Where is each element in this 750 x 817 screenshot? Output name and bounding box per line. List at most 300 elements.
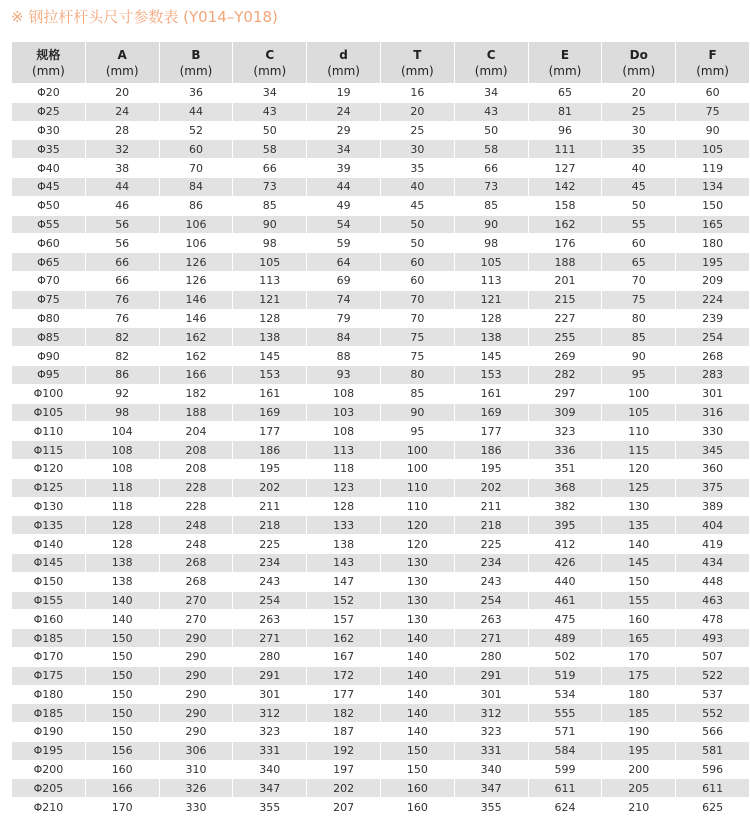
value-cell: 448 — [702, 575, 724, 589]
value-cell: 150 — [628, 575, 650, 589]
value-cell: 165 — [676, 216, 749, 234]
value-cell: 138 — [86, 554, 159, 572]
table-row — [12, 272, 749, 290]
value-cell: 98 — [86, 404, 159, 422]
value-cell: 197 — [333, 763, 355, 777]
value-cell: 404 — [676, 516, 749, 534]
value-cell: 133 — [307, 516, 380, 534]
value-cell: 162 — [185, 349, 207, 363]
table-title: ※ 钢拉杆杆头尺寸参数表 (Y014–Y018) — [11, 8, 278, 26]
spec-cell: Φ95 — [12, 366, 85, 384]
value-cell: 70 — [410, 311, 425, 325]
column-name: d — [339, 47, 348, 62]
value-cell: 225 — [480, 537, 502, 551]
value-cell: 177 — [480, 424, 502, 438]
value-cell: 268 — [160, 554, 233, 572]
value-cell: 522 — [676, 667, 749, 685]
value-cell: 126 — [160, 253, 233, 271]
value-cell: 202 — [455, 479, 528, 497]
value-cell: 145 — [602, 554, 675, 572]
value-cell: 76 — [115, 311, 130, 325]
value-cell: 64 — [307, 253, 380, 271]
value-cell: 160 — [111, 763, 133, 777]
table-row — [12, 140, 749, 158]
value-cell: 50 — [262, 123, 277, 137]
column-unit: (mm) — [327, 63, 360, 78]
column-name: E — [560, 47, 570, 62]
value-cell: 106 — [160, 216, 233, 234]
column-unit: (mm) — [179, 63, 213, 78]
value-cell: 134 — [676, 178, 749, 196]
value-cell: 316 — [676, 404, 749, 422]
value-cell: 130 — [406, 575, 428, 589]
value-cell: 351 — [554, 462, 576, 476]
value-cell: 190 — [628, 725, 650, 739]
table-row — [12, 573, 749, 591]
value-cell: 248 — [185, 537, 207, 551]
value-cell: 43 — [233, 103, 306, 121]
value-cell: 44 — [86, 178, 159, 196]
value-cell: 180 — [702, 236, 724, 250]
value-cell: 70 — [188, 161, 203, 175]
column-unit: (mm) — [32, 63, 65, 78]
spec-cell: Φ105 — [12, 404, 85, 422]
value-cell: 290 — [160, 704, 233, 722]
value-cell: 98 — [262, 236, 277, 250]
value-cell: 45 — [602, 178, 675, 196]
value-cell: 254 — [455, 592, 528, 610]
value-cell: 93 — [307, 366, 380, 384]
value-cell: 34 — [262, 86, 277, 100]
value-cell: 461 — [529, 592, 602, 610]
value-cell: 147 — [333, 575, 355, 589]
value-cell: 84 — [160, 178, 233, 196]
value-cell: 35 — [602, 140, 675, 158]
spec-cell: Φ20 — [37, 86, 60, 100]
value-cell: 82 — [115, 349, 130, 363]
value-cell: 323 — [259, 725, 281, 739]
value-cell: 69 — [336, 274, 351, 288]
value-cell: 60 — [705, 86, 720, 100]
value-cell: 153 — [233, 366, 306, 384]
value-cell: 59 — [336, 236, 351, 250]
spec-cell: Φ185 — [12, 704, 85, 722]
value-cell: 152 — [307, 592, 380, 610]
value-cell: 146 — [185, 311, 207, 325]
table-row — [12, 366, 749, 384]
spec-cell: Φ140 — [33, 537, 64, 551]
value-cell: 234 — [233, 554, 306, 572]
value-cell: 43 — [455, 103, 528, 121]
value-cell: 118 — [333, 462, 355, 476]
value-cell: 113 — [259, 274, 281, 288]
value-cell: 103 — [307, 404, 380, 422]
table-row — [12, 253, 749, 271]
value-cell: 463 — [676, 592, 749, 610]
value-cell: 130 — [381, 554, 454, 572]
value-cell: 108 — [333, 424, 355, 438]
spec-cell: Φ60 — [37, 236, 60, 250]
value-cell: 291 — [455, 667, 528, 685]
value-cell: 95 — [410, 424, 425, 438]
spec-cell: Φ190 — [33, 725, 64, 739]
value-cell: 360 — [702, 462, 724, 476]
value-cell: 50 — [381, 216, 454, 234]
value-cell: 177 — [259, 424, 281, 438]
value-cell: 150 — [702, 199, 724, 213]
value-cell: 263 — [259, 612, 281, 626]
column-unit: (mm) — [253, 63, 287, 78]
column-header — [529, 42, 602, 83]
table-row — [12, 84, 749, 102]
value-cell: 270 — [160, 592, 233, 610]
value-cell: 207 — [333, 800, 355, 814]
value-cell: 243 — [259, 575, 281, 589]
value-cell: 75 — [410, 349, 425, 363]
value-cell: 301 — [702, 387, 724, 401]
value-cell: 65 — [557, 86, 572, 100]
column-name: T — [413, 47, 422, 62]
value-cell: 426 — [529, 554, 602, 572]
value-cell: 581 — [676, 742, 749, 760]
value-cell: 121 — [233, 291, 306, 309]
value-cell: 36 — [188, 86, 203, 100]
value-cell: 110 — [406, 499, 428, 513]
spec-cell: Φ40 — [37, 161, 60, 175]
value-cell: 218 — [233, 516, 306, 534]
table-row — [12, 498, 749, 516]
column-name: Do — [629, 47, 648, 62]
value-cell: 290 — [160, 667, 233, 685]
value-cell: 96 — [557, 123, 572, 137]
column-name: 规格 — [36, 47, 61, 62]
value-cell: 160 — [381, 779, 454, 797]
table-row — [12, 592, 749, 610]
value-cell: 140 — [381, 704, 454, 722]
value-cell: 611 — [676, 779, 749, 797]
value-cell: 140 — [381, 629, 454, 647]
column-header — [160, 42, 233, 83]
table-row — [12, 159, 749, 177]
value-cell: 150 — [86, 667, 159, 685]
value-cell: 290 — [160, 629, 233, 647]
value-cell: 50 — [631, 199, 646, 213]
spec-cell: Φ25 — [12, 103, 85, 121]
value-cell: 56 — [86, 216, 159, 234]
column-unit: (mm) — [105, 63, 139, 78]
header-row — [12, 42, 749, 83]
value-cell: 263 — [480, 612, 502, 626]
value-cell: 280 — [480, 650, 502, 664]
value-cell: 243 — [480, 575, 502, 589]
table-row — [12, 178, 749, 196]
column-unit: (mm) — [622, 63, 656, 78]
value-cell: 85 — [602, 328, 675, 346]
value-cell: 375 — [676, 479, 749, 497]
value-cell: 140 — [628, 537, 650, 551]
spec-cell: Φ185 — [12, 629, 85, 647]
value-cell: 140 — [406, 725, 428, 739]
column-name: C — [265, 47, 275, 62]
value-cell: 345 — [676, 441, 749, 459]
value-cell: 185 — [602, 704, 675, 722]
value-cell: 92 — [115, 387, 130, 401]
value-cell: 54 — [307, 216, 380, 234]
value-cell: 290 — [185, 687, 207, 701]
spec-cell: Φ85 — [12, 328, 85, 346]
value-cell: 270 — [185, 612, 207, 626]
value-cell: 70 — [381, 291, 454, 309]
table-row — [12, 629, 749, 647]
value-cell: 104 — [111, 424, 133, 438]
value-cell: 130 — [628, 499, 650, 513]
value-cell: 32 — [86, 140, 159, 158]
value-cell: 340 — [259, 763, 281, 777]
value-cell: 389 — [702, 499, 724, 513]
spec-cell: Φ45 — [12, 178, 85, 196]
table-row — [12, 385, 749, 403]
value-cell: 150 — [86, 629, 159, 647]
value-cell: 519 — [529, 667, 602, 685]
value-cell: 507 — [702, 650, 724, 664]
value-cell: 254 — [676, 328, 749, 346]
spec-cell: Φ145 — [12, 554, 85, 572]
value-cell: 150 — [111, 687, 133, 701]
spec-cell: Φ130 — [33, 499, 64, 513]
value-cell: 161 — [480, 387, 502, 401]
column-unit: (mm) — [548, 63, 582, 78]
value-cell: 128 — [333, 499, 355, 513]
spec-cell: Φ80 — [37, 311, 60, 325]
table-row — [12, 535, 749, 553]
value-cell: 105 — [602, 404, 675, 422]
value-cell: 502 — [554, 650, 576, 664]
value-cell: 228 — [185, 499, 207, 513]
value-cell: 90 — [233, 216, 306, 234]
value-cell: 201 — [554, 274, 576, 288]
value-cell: 66 — [115, 274, 130, 288]
value-cell: 160 — [628, 612, 650, 626]
column-unit: (mm) — [401, 63, 434, 78]
value-cell: 290 — [185, 650, 207, 664]
table-row — [12, 704, 749, 722]
value-cell: 478 — [702, 612, 724, 626]
value-cell: 140 — [406, 687, 428, 701]
column-header — [455, 42, 528, 83]
value-cell: 90 — [631, 349, 646, 363]
column-header — [233, 42, 306, 83]
spec-cell: Φ120 — [33, 462, 64, 476]
value-cell: 126 — [185, 274, 207, 288]
value-cell: 105 — [455, 253, 528, 271]
value-cell: 200 — [628, 763, 650, 777]
table-row — [12, 122, 749, 140]
value-cell: 271 — [455, 629, 528, 647]
value-cell: 24 — [86, 103, 159, 121]
value-cell: 209 — [702, 274, 724, 288]
value-cell: 280 — [259, 650, 281, 664]
value-cell: 157 — [333, 612, 355, 626]
table-row — [12, 234, 749, 252]
value-cell: 19 — [336, 86, 351, 100]
value-cell: 86 — [188, 199, 203, 213]
value-cell: 60 — [160, 140, 233, 158]
spec-cell: Φ210 — [33, 800, 64, 814]
table-row — [12, 667, 749, 685]
value-cell: 66 — [86, 253, 159, 271]
value-cell: 34 — [307, 140, 380, 158]
value-cell: 283 — [676, 366, 749, 384]
spec-cell: Φ115 — [12, 441, 85, 459]
value-cell: 297 — [554, 387, 576, 401]
value-cell: 66 — [484, 161, 499, 175]
spec-cell: Φ155 — [12, 592, 85, 610]
value-cell: 310 — [185, 763, 207, 777]
value-cell: 155 — [602, 592, 675, 610]
value-cell: 108 — [86, 441, 159, 459]
value-cell: 330 — [702, 424, 724, 438]
value-cell: 162 — [529, 216, 602, 234]
value-cell: 195 — [259, 462, 281, 476]
value-cell: 90 — [455, 216, 528, 234]
value-cell: 255 — [529, 328, 602, 346]
value-cell: 326 — [160, 779, 233, 797]
spec-cell: Φ30 — [37, 123, 60, 137]
value-cell: 39 — [336, 161, 351, 175]
value-cell: 105 — [676, 140, 749, 158]
value-cell: 30 — [631, 123, 646, 137]
value-cell: 123 — [307, 479, 380, 497]
value-cell: 306 — [160, 742, 233, 760]
value-cell: 40 — [631, 161, 646, 175]
value-cell: 119 — [702, 161, 724, 175]
value-cell: 537 — [702, 687, 724, 701]
value-cell: 44 — [307, 178, 380, 196]
value-cell: 271 — [233, 629, 306, 647]
value-cell: 20 — [631, 86, 646, 100]
value-cell: 188 — [529, 253, 602, 271]
value-cell: 80 — [381, 366, 454, 384]
table-row — [12, 441, 749, 459]
value-cell: 202 — [233, 479, 306, 497]
table-row — [12, 347, 749, 365]
value-cell: 145 — [480, 349, 502, 363]
value-cell: 282 — [529, 366, 602, 384]
value-cell: 599 — [554, 763, 576, 777]
value-cell: 138 — [233, 328, 306, 346]
value-cell: 146 — [160, 291, 233, 309]
value-cell: 120 — [406, 537, 428, 551]
value-cell: 434 — [676, 554, 749, 572]
value-cell: 611 — [529, 779, 602, 797]
value-cell: 165 — [602, 629, 675, 647]
value-cell: 45 — [410, 199, 425, 213]
column-header — [676, 42, 749, 83]
column-header — [307, 42, 380, 83]
spec-cell: Φ50 — [37, 199, 60, 213]
value-cell: 248 — [160, 516, 233, 534]
value-cell: 268 — [185, 575, 207, 589]
value-cell: 135 — [602, 516, 675, 534]
value-cell: 150 — [406, 763, 428, 777]
table-row — [12, 779, 749, 797]
table-row — [12, 761, 749, 779]
spec-cell: Φ90 — [37, 349, 60, 363]
value-cell: 182 — [307, 704, 380, 722]
column-name: C — [486, 47, 496, 62]
value-cell: 140 — [111, 612, 133, 626]
value-cell: 50 — [410, 236, 425, 250]
spec-cell: Φ70 — [37, 274, 60, 288]
value-cell: 566 — [702, 725, 724, 739]
value-cell: 166 — [160, 366, 233, 384]
value-cell: 182 — [185, 387, 207, 401]
value-cell: 254 — [233, 592, 306, 610]
value-cell: 412 — [554, 537, 576, 551]
value-cell: 150 — [381, 742, 454, 760]
value-cell: 158 — [554, 199, 576, 213]
value-cell: 28 — [115, 123, 130, 137]
value-cell: 81 — [529, 103, 602, 121]
value-cell: 49 — [336, 199, 351, 213]
value-cell: 120 — [381, 516, 454, 534]
value-cell: 138 — [455, 328, 528, 346]
value-cell: 118 — [86, 479, 159, 497]
value-cell: 56 — [115, 236, 130, 250]
value-cell: 301 — [259, 687, 281, 701]
spec-cell: Φ55 — [12, 216, 85, 234]
value-cell: 20 — [381, 103, 454, 121]
spec-cell: Φ75 — [12, 291, 85, 309]
value-cell: 25 — [410, 123, 425, 137]
value-cell: 172 — [307, 667, 380, 685]
value-cell: 142 — [529, 178, 602, 196]
spec-cell: Φ195 — [12, 742, 85, 760]
value-cell: 25 — [602, 103, 675, 121]
table-row — [12, 610, 749, 628]
table-row — [12, 291, 749, 309]
value-cell: 130 — [406, 612, 428, 626]
table-row — [12, 686, 749, 704]
value-cell: 176 — [554, 236, 576, 250]
value-cell: 625 — [702, 800, 724, 814]
value-cell: 195 — [602, 742, 675, 760]
value-cell: 85 — [410, 387, 425, 401]
value-cell: 153 — [455, 366, 528, 384]
value-cell: 290 — [185, 725, 207, 739]
value-cell: 161 — [259, 387, 281, 401]
value-cell: 73 — [455, 178, 528, 196]
value-cell: 323 — [480, 725, 502, 739]
spec-cell: Φ150 — [33, 575, 64, 589]
value-cell: 75 — [381, 328, 454, 346]
value-cell: 169 — [233, 404, 306, 422]
value-cell: 46 — [115, 199, 130, 213]
value-cell: 84 — [307, 328, 380, 346]
value-cell: 493 — [676, 629, 749, 647]
value-cell: 340 — [480, 763, 502, 777]
value-cell: 440 — [554, 575, 576, 589]
value-cell: 125 — [602, 479, 675, 497]
value-cell: 596 — [702, 763, 724, 777]
value-cell: 167 — [333, 650, 355, 664]
value-cell: 210 — [628, 800, 650, 814]
value-cell: 120 — [628, 462, 650, 476]
value-cell: 312 — [455, 704, 528, 722]
value-cell: 331 — [233, 742, 306, 760]
value-cell: 138 — [111, 575, 133, 589]
value-cell: 75 — [602, 291, 675, 309]
